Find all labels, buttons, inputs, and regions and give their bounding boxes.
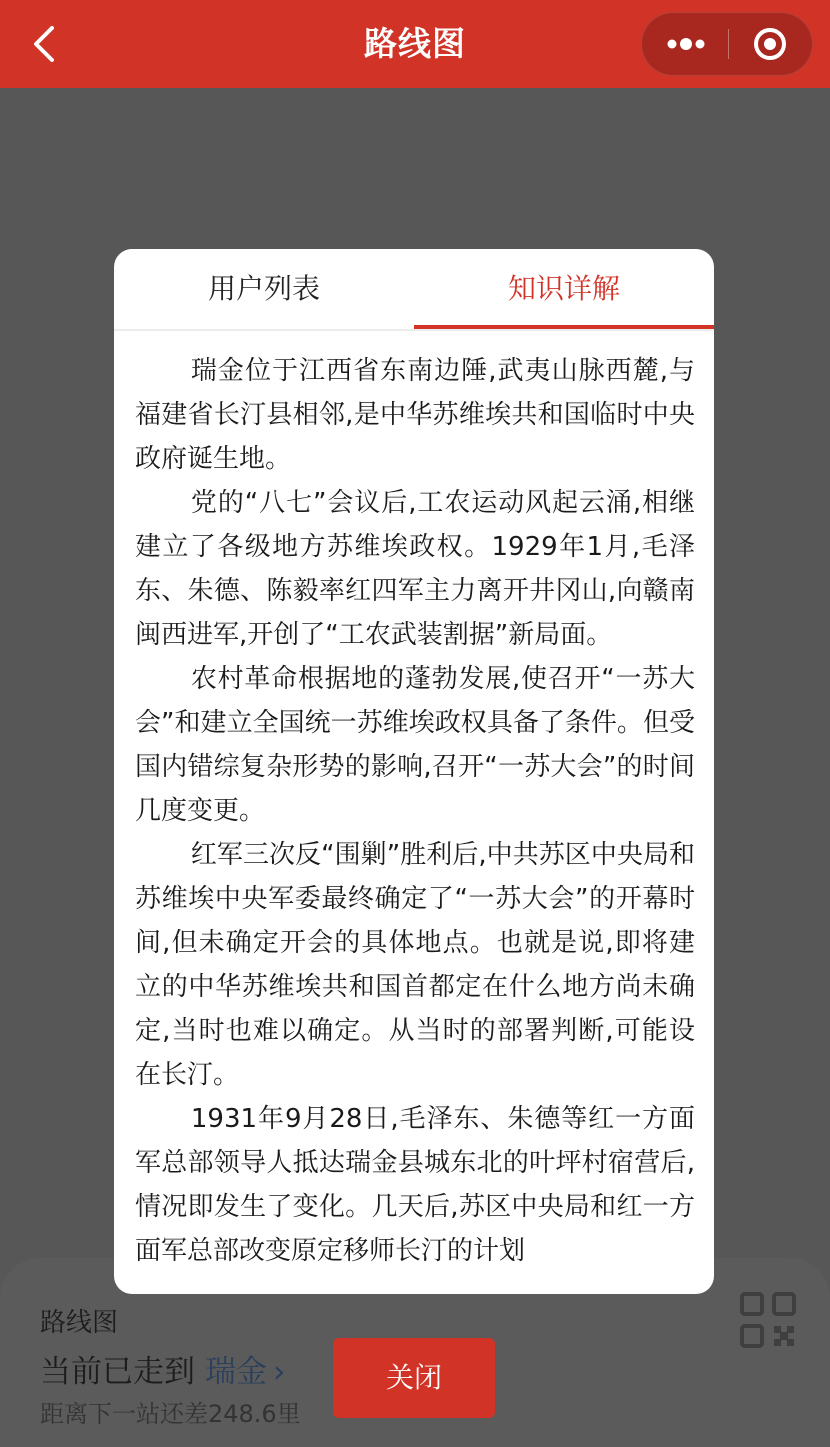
walked-prefix: 当前已走到 (40, 1354, 195, 1390)
paragraph: 红军三次反“围剿”胜利后,中共苏区中央局和苏维埃中央军委最终确定了“一苏大会”的开幕时间,但未确定开会的具体地点。也就是说,即将建立的中华苏维埃共和国首都定在什么地方尚未确定,当时也难以确定。从当时的部署判断,可能设在长汀。 (135, 840, 695, 1090)
tab-user-list[interactable]: 用户列表 (207, 272, 320, 305)
paragraph: 瑞金位于江西省东南边陲,武夷山脉西麓,与福建省长汀县相邻,是中华苏维埃共和国临时中央政府诞生地。 (135, 356, 695, 474)
qr-code-button[interactable] (738, 1290, 798, 1350)
exit-mini-program-button[interactable] (729, 13, 813, 75)
paragraph: 党的“八七”会议后,工农运动风起云涌,相继建立了各级地方苏维埃政权。1929年1月,毛泽东、朱德、陈毅率红四军主力离开井冈山,向赣南闽西进军,开创了“工农武装割据”新局面。 (135, 488, 695, 650)
more-button[interactable] (642, 13, 728, 75)
knowledge-content[interactable] (135, 349, 695, 1294)
paragraph: 农村革命根据地的蓬勃发展,使召开“一苏大会”和建立全国统一苏维埃政权具备了条件。但受国内错综复杂形势的影响,召开“一苏大会”的时间几度变更。 (135, 664, 695, 826)
page-title: 路线图 (364, 24, 466, 63)
distance-remaining: 距离下一站还差248.6里 (40, 1400, 301, 1428)
close-button[interactable]: 关闭 (333, 1338, 495, 1418)
current-station-link[interactable]: 瑞金 (205, 1354, 267, 1390)
target-circle-icon (729, 13, 813, 75)
paragraph: 1931年9月28日,毛泽东、朱德等红一方面军总部领导人抵达瑞金县城东北的叶坪村宿营后,情况即发生了变化。几天后,苏区中央局和红一方面军总部改变原定移师长汀的计划 (135, 1104, 695, 1266)
more-dots-icon (642, 13, 728, 75)
navigation-bar (0, 0, 830, 88)
knowledge-modal (114, 249, 714, 1294)
tab-knowledge-detail[interactable]: 知识详解 (507, 272, 620, 305)
chevron-right-icon: › (273, 1354, 286, 1390)
active-tab-indicator (414, 325, 714, 329)
current-progress (40, 1346, 285, 1391)
route-label: 路线图 (40, 1308, 119, 1338)
qr-code-icon (738, 1290, 798, 1350)
mini-program-capsule (641, 12, 813, 76)
modal-tabs (114, 249, 714, 331)
